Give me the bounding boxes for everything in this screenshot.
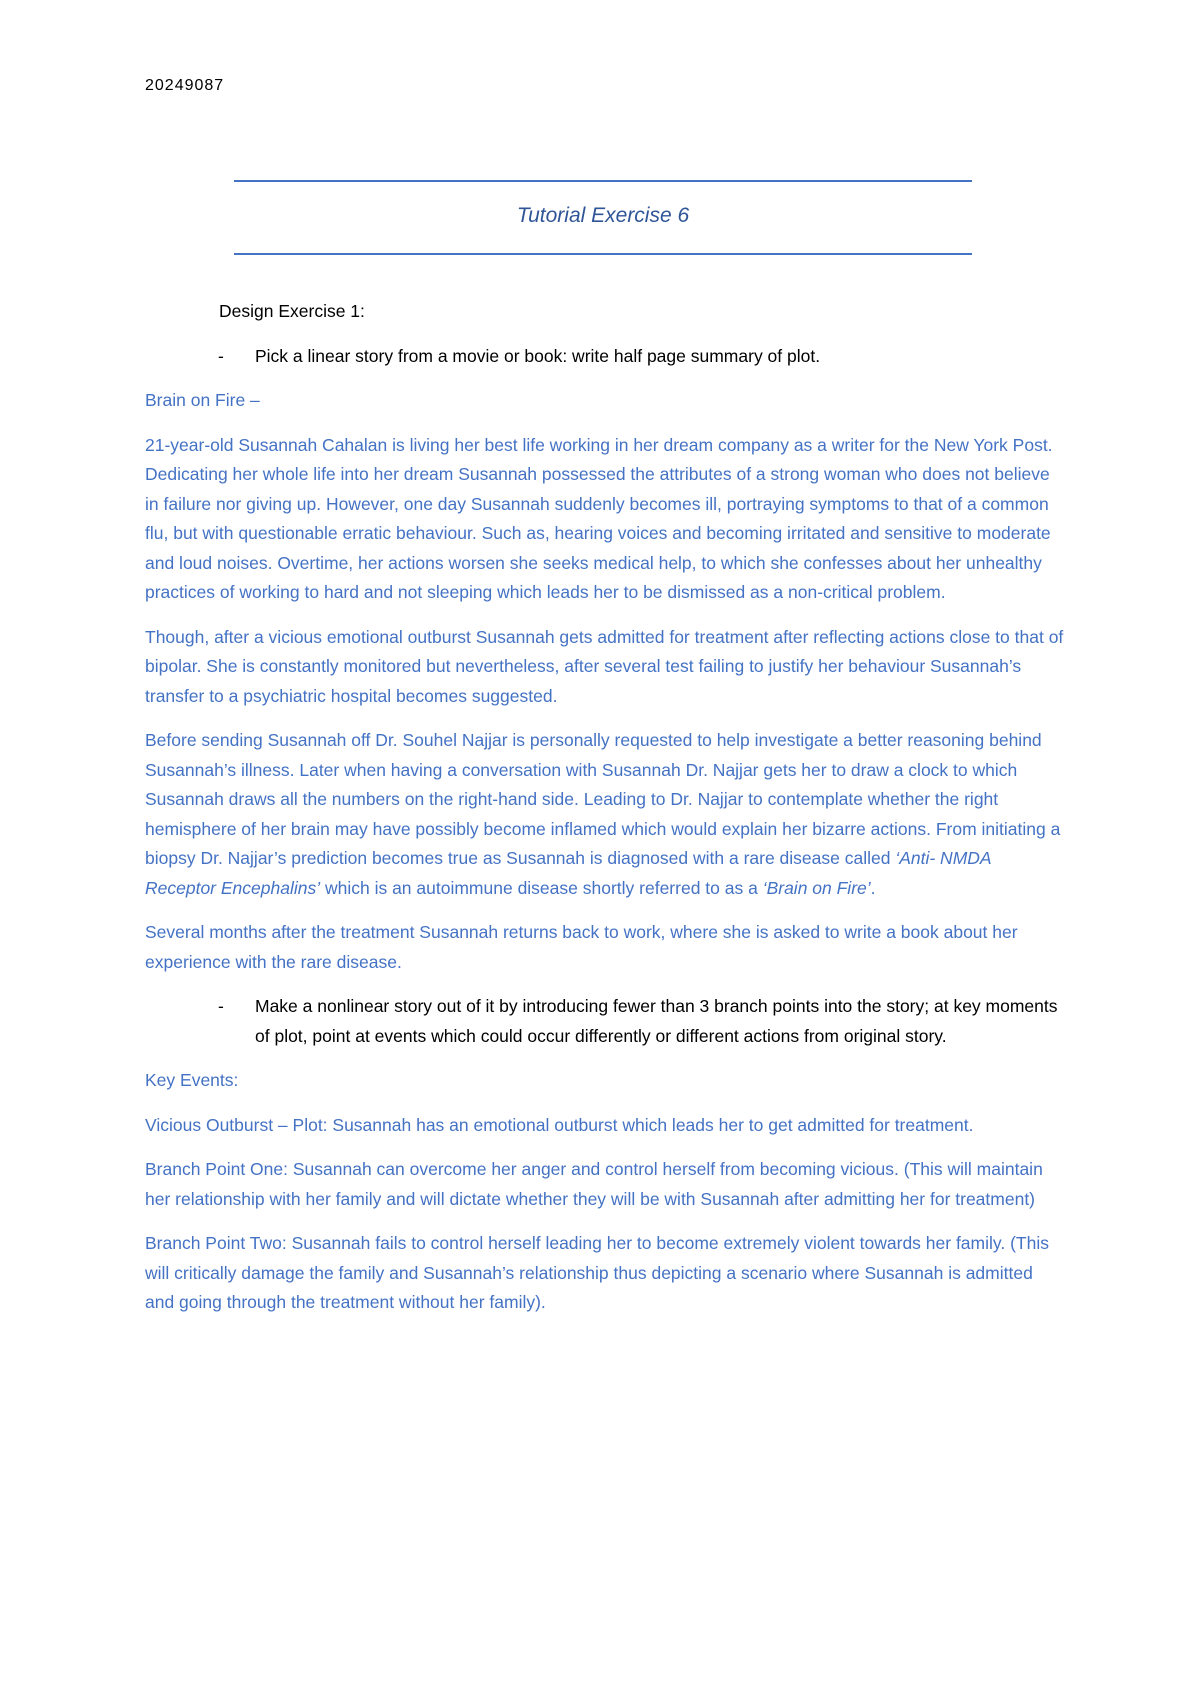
branch-point-one-paragraph: Branch Point One: Susannah can overcome her anger and control herself from becoming vicious. (This will maintain her relationship with her family and will dictate whether they will be with Susannah after admitting her for treatment) bbox=[145, 1159, 1043, 1209]
bullet-dash: - bbox=[218, 345, 224, 366]
bullet-item-1 bbox=[145, 342, 1065, 372]
paragraph-3-end: . bbox=[870, 877, 876, 898]
bullet-dash: - bbox=[218, 996, 224, 1016]
title-top-rule bbox=[234, 180, 972, 182]
student-id-header: 20249087 bbox=[145, 77, 225, 94]
paragraph-3-middle: which is an autoimmune disease shortly referred to as a bbox=[320, 877, 763, 898]
design-exercise-heading: Design Exercise 1: bbox=[219, 301, 365, 321]
brain-on-fire-italic: ‘Brain on Fire’ bbox=[762, 877, 871, 898]
summary-paragraph-1: 21-year-old Susannah Cahalan is living her best life working in her dream company as a writer for the New York Post. Dedicating her whole life into her dream Susannah possessed the attributes of a strong woman who does not believe in failure nor giving up. However, one day Susannah suddenly becomes ill, portraying symptoms to that of a common flu, but with questionable erratic behaviour. Such as, hearing voices and becoming irritated and sensitive to moderate and loud noises. Overtime, her actions worsen she seeks medical help, to which she confesses about her unhealthy practices of working to hard and not sleeping which leads her to be dismissed as a non-critical problem. bbox=[145, 434, 1053, 602]
paragraph-3-text: Before sending Susannah off Dr. Souhel Najjar is personally requested to help investigate a better reasoning behind Susannah’s illness. Later when having a conversation with Susannah Dr. Najjar gets her to draw a clock to which Susannah draws all the numbers on the right-hand side. Leading to Dr. Najjar to contemplate whether the right hemisphere of her brain may have possibly become inflamed which would explain her bizarre actions. From initiating a biopsy Dr. Najjar’s prediction becomes true as Susannah is diagnosed with a rare disease called bbox=[145, 730, 1061, 868]
summary-paragraph-2: Though, after a vicious emotional outburst Susannah gets admitted for treatment after reflecting actions close to that of bipolar. She is constantly monitored but nevertheless, after several test failing to justify her behaviour Susannah’s transfer to a psychiatric hospital becomes suggested. bbox=[145, 626, 1064, 706]
document-body bbox=[145, 297, 1065, 1333]
bullet-text-1: Pick a linear story from a movie or book: write half page summary of plot. bbox=[255, 345, 821, 366]
key-events-heading: Key Events: bbox=[145, 1070, 239, 1090]
plot-event-paragraph: Vicious Outburst – Plot: Susannah has an emotional outburst which leads her to get admitted for treatment. bbox=[145, 1114, 974, 1135]
disease-name-italic: ‘Anti- NMDA Receptor Encephalins’ bbox=[145, 848, 991, 898]
summary-paragraph-3 bbox=[145, 726, 1065, 903]
title-bottom-rule bbox=[234, 253, 972, 255]
story-title: Brain on Fire – bbox=[145, 390, 260, 410]
bullet-text-2: Make a nonlinear story out of it by introducing fewer than 3 branch points into the story; at key moments of plot, point at events which could occur differently or different actions from original story. bbox=[255, 996, 1058, 1046]
document-title: Tutorial Exercise 6 bbox=[516, 204, 690, 227]
bullet-item-2 bbox=[145, 992, 1065, 1051]
branch-point-two-paragraph: Branch Point Two: Susannah fails to control herself leading her to become extremely violent towards her family. (This will critically damage the family and Susannah’s relationship thus depicting a scenario where Susannah is admitted and going through the treatment without her family). bbox=[145, 1233, 1049, 1312]
summary-paragraph-4: Several months after the treatment Susannah returns back to work, where she is asked to write a book about her experience with the rare disease. bbox=[145, 922, 1018, 972]
